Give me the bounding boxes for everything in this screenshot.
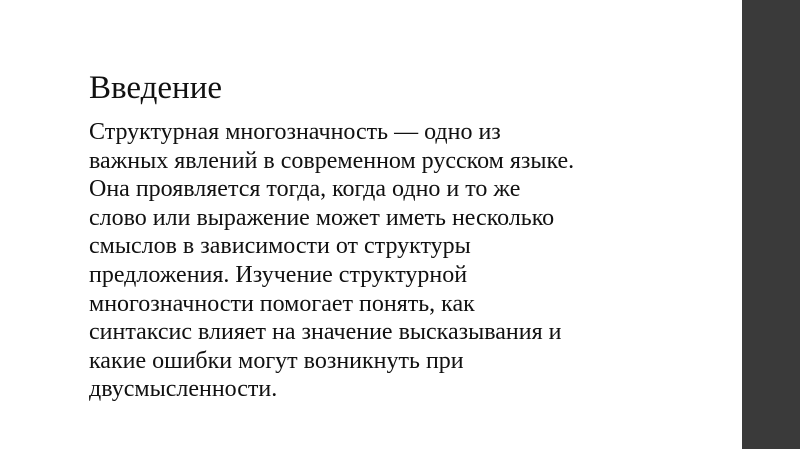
side-band (742, 0, 800, 449)
body-line: смыслов в зависимости от структуры (89, 233, 471, 260)
body-line: Структурная многозначность — одно из (89, 119, 501, 145)
slide-body-text (89, 118, 689, 404)
body-line: какие ошибки могут возникнуть при (89, 347, 464, 374)
body-line: двусмысленности. (89, 376, 278, 403)
body-line: синтаксис влияет на значение высказывания и (89, 319, 562, 346)
body-line: многозначности помогает понять, как (89, 290, 475, 317)
slide-content (89, 66, 689, 404)
body-line: Она проявляется тогда, когда одно и то же (89, 176, 521, 203)
body-line: предложения. Изучение структурной (89, 261, 468, 288)
body-line: слово или выражение может иметь несколько (89, 204, 555, 231)
slide-title: Введение (89, 70, 223, 106)
body-line: важных явлений в современном русском языке. (89, 147, 575, 174)
